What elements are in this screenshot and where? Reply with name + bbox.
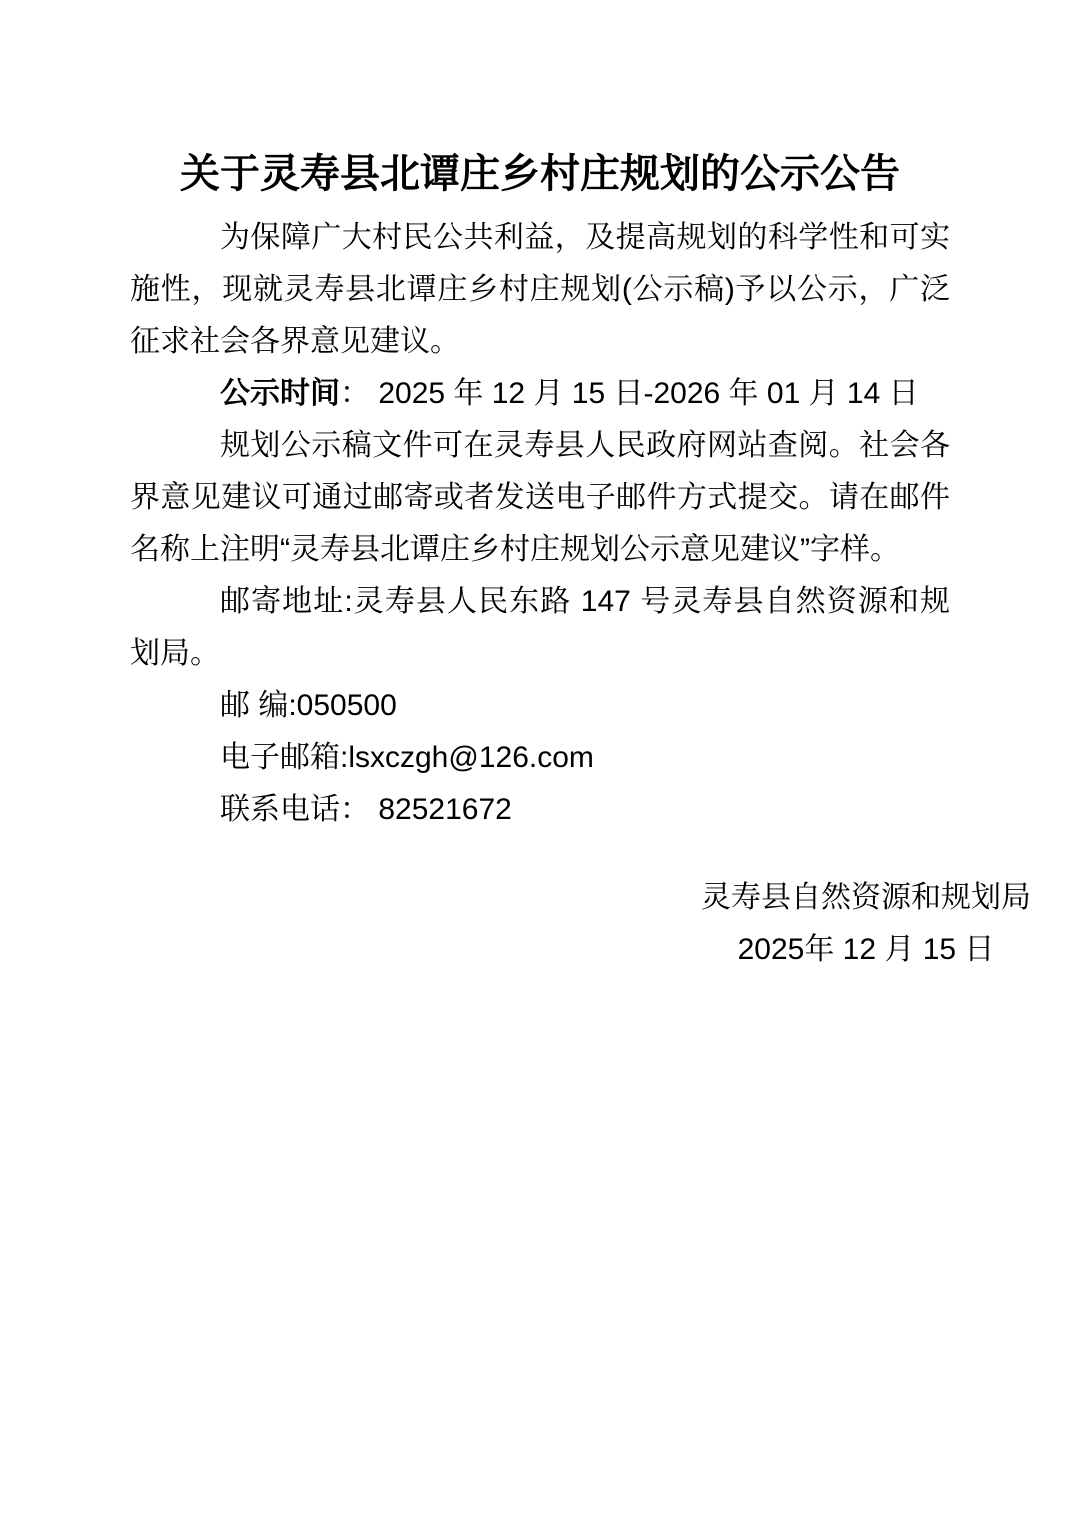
document-body: [130, 212, 950, 836]
paragraph-phone: 联系电话： 82521672: [220, 793, 512, 826]
paragraph-postal-code: 邮 编:050500: [220, 689, 397, 722]
signature-block: [701, 872, 1031, 976]
page-title: 关于灵寿县北谭庄乡村庄规划的公示公告: [180, 152, 900, 196]
publicity-time-label: 公示时间: [220, 377, 340, 410]
paragraph-mail-address: 邮寄地址:灵寿县人民东路 147 号灵寿县自然资源和规划局。: [130, 585, 950, 670]
signature-issuer: 灵寿县自然资源和规划局: [701, 881, 1031, 914]
paragraph-feedback-channel: 规划公示稿文件可在灵寿县人民政府网站查阅。社会各界意见建议可通过邮寄或者发送电子邮件方式提交。请在邮件名称上注明“灵寿县北谭庄乡村庄规划公示意见建议”字样。: [130, 429, 950, 566]
signature-date: 2025年 12 月 15 日: [737, 933, 995, 966]
paragraph-email: 电子邮箱:lsxczgh@126.com: [220, 741, 594, 774]
paragraph-publicity-time: [130, 368, 950, 420]
publicity-time-value: ： 2025 年 12 月 15 日-2026 年 01 月 14 日: [340, 377, 919, 410]
paragraph-intro: 为保障广大村民公共利益，及提高规划的科学性和可实施性，现就灵寿县北谭庄乡村庄规划(公示稿)予以公示，广泛征求社会各界意见建议。: [130, 221, 950, 358]
